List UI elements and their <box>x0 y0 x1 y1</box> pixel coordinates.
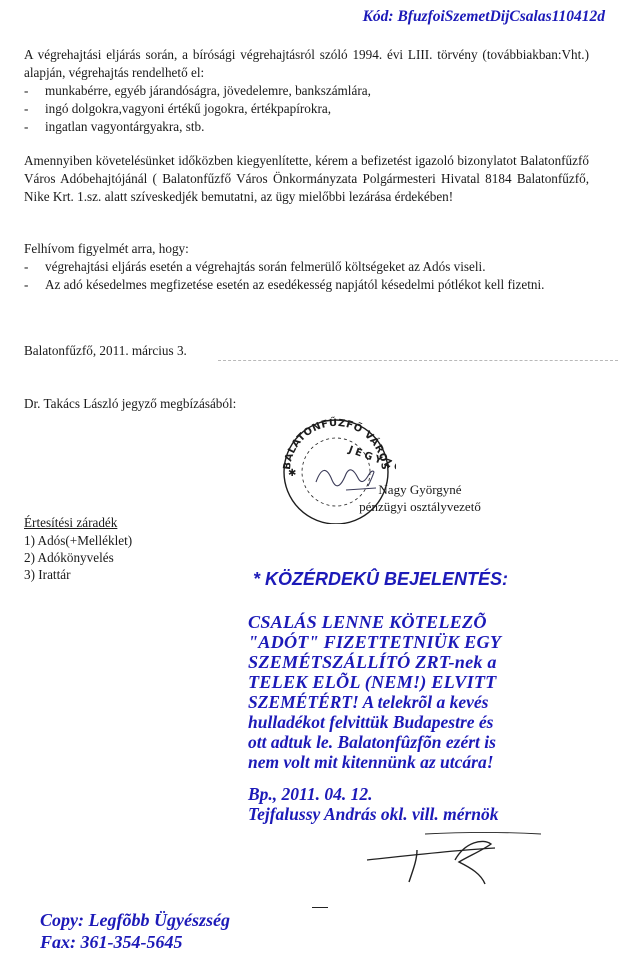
stamp-ring-text: BALATONFŰZFŐ VÁROS <box>281 417 391 471</box>
signatory <box>340 481 500 515</box>
announcement-heading: * KÖZÉRDEKÛ BEJELENTÉS: <box>253 569 509 589</box>
list-item: 3) Irattár <box>24 567 71 582</box>
announcement-caps <box>248 612 608 692</box>
announcement-line: TELEK ELÕL (NEM!) ELVITT <box>248 672 497 692</box>
list-item: 1) Adós(+Melléklet) <box>24 533 133 548</box>
announcement-author: Tejfalussy András okl. vill. mérnök <box>248 804 499 824</box>
announcement-body <box>248 692 608 772</box>
notification-title: Értesítési záradék <box>24 515 118 530</box>
list-item: - ingatlan vagyontárgyakra, stb. <box>24 118 589 136</box>
notification-list <box>24 532 224 583</box>
signatory-title: pénzügyi osztályvezető <box>359 499 481 514</box>
announcement-line: CSALÁS LENNE KÖTELEZÕ <box>248 612 487 632</box>
signature-icon <box>365 828 545 888</box>
list-item: 2) Adókönyvelés <box>24 550 114 565</box>
intro-text: A végrehajtási eljárás során, a bírósági végrehajtásról szóló 1994. évi LIII. törvény (továbbiakban:Vht.) alapján, végrehajtás rendelhető el: <box>24 47 589 80</box>
document-code: Kód: BfuzfoiSzemetDijCsalas110412d <box>362 8 605 25</box>
announcement-date: Bp., 2011. 04. 12. <box>248 784 373 804</box>
list-item: - munkabérre, egyéb járandóságra, jövedelemre, bankszámlára, <box>24 82 589 100</box>
list-item: - Az adó késedelmes megfizetése esetén az esedékesség napjától késedelmi pótlékot kell fizetni. <box>24 276 589 294</box>
payment-notice: Amennyiben követelésünket időközben kiegyenlítette, kérem a befizetést igazoló bizonylatot Balatonfűzfő Város Adóbehajtójánál ( Balatonfűzfő Város Önkormányzata Polgármesteri Hivatal 8184 Balatonfűzfő, Nike Krt. 1.sz. alatt szíveskedjék bemutatni, az ügy mielőbbi lezárása érdekében! <box>24 153 589 204</box>
signatory-name: Nagy Györgyné <box>378 482 462 497</box>
attention-lead: Felhívom figyelmét arra, hogy: <box>24 241 189 256</box>
announcement-line: "ADÓT" FIZETTETNIÜK EGY <box>248 632 502 652</box>
authority-line: Dr. Takács László jegyző megbízásából: <box>24 396 237 411</box>
announcement-line: SZEMÉTÉRT! A telekrõl a kevés <box>248 692 489 712</box>
short-rule <box>312 907 328 908</box>
attention-list <box>24 258 589 294</box>
divider <box>218 360 618 361</box>
notification-block <box>24 514 224 583</box>
attention-block <box>24 240 589 294</box>
stamp-inner-text: JEGYZŐ <box>346 444 396 476</box>
announcement-line: nem volt mit kitennünk az utcára! <box>248 752 494 772</box>
announcement-line: hulladékot felvittük Budapestre és <box>248 712 494 732</box>
svg-text:✱: ✱ <box>288 468 297 479</box>
fax-line: Fax: 361-354-5645 <box>40 932 183 952</box>
announcement-line: ott adtuk le. Balatonfûzfõn ezért is <box>248 732 496 752</box>
intro-paragraph <box>24 46 589 136</box>
place-date: Balatonfűzfő, 2011. március 3. <box>24 343 187 358</box>
announcement-line: SZEMÉTSZÁLLÍTÓ ZRT-nek a <box>248 652 497 672</box>
list-item: - végrehajtási eljárás esetén a végrehajtás során felmerülő költségeket az Adós viseli. <box>24 258 589 276</box>
list-item: - ingó dolgokra,vagyoni értékű jogokra, értékpapírokra, <box>24 100 589 118</box>
author-signature <box>365 828 545 888</box>
intro-list <box>24 82 589 136</box>
copy-line: Copy: Legfõbb Ügyészség <box>40 910 230 930</box>
